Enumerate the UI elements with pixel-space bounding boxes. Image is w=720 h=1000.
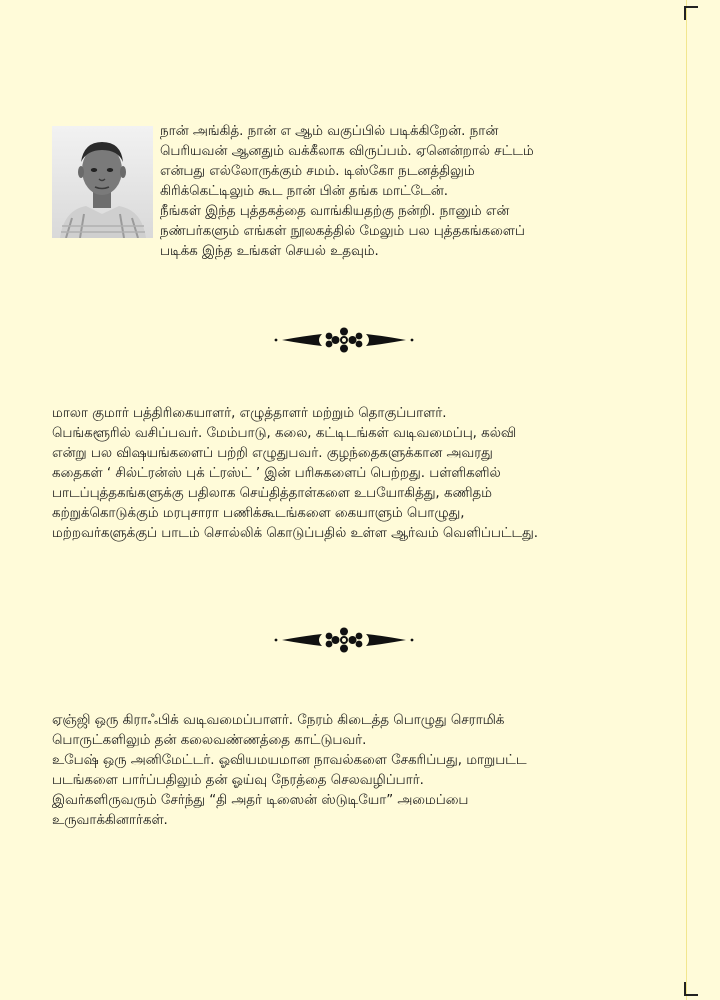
bio-line: என்பது எல்லோருக்கும் சமம். டிஸ்கோ நடனத்திலும் xyxy=(160,164,475,179)
bio-line: ஏஞ்ஜி ஒரு கிராஃபிக் வடிவமைப்பாளர். நேரம் கிடைத்த பொழுது செராமிக் xyxy=(52,713,505,728)
bio-line: உபேஷ் ஒரு அனிமேட்டர். ஓவியமயமான நாவல்களை சேகரிப்பது, மாறுபட்ட xyxy=(52,753,527,768)
portrait-photo-icon xyxy=(52,126,153,238)
bio-line: நான் அங்கித். நான் எ ஆம் வகுப்பில் படிக்கிறேன். நான் xyxy=(160,124,499,139)
author-portrait xyxy=(52,126,153,238)
ornament-divider-icon xyxy=(274,327,414,353)
crop-mark-top-right xyxy=(684,6,698,20)
writer-bio-paragraph xyxy=(52,404,538,544)
bio-line: பெங்களூரில் வசிப்பவர். மேம்பாடு, கலை, கட்டிடங்கள் வடிவமைப்பு, கல்வி xyxy=(52,426,517,441)
bio-line: பாடப்புத்தகங்களுக்கு பதிலாக செய்தித்தாள்களை உபயோகித்து, கணிதம் xyxy=(52,486,492,501)
bio-line: நண்பர்களும் எங்கள் நூலகத்தில் மேலும் பல புத்தகங்களைப் xyxy=(160,224,525,239)
bio-line: உருவாக்கினார்கள். xyxy=(52,813,168,828)
bio-line: பொருட்களிலும் தன் கலைவண்ணத்தை காட்டுபவர். xyxy=(52,733,367,748)
bio-line: படங்களை பார்ப்பதிலும் தன் ஓய்வு நேரத்தை செலவழிப்பார். xyxy=(52,773,424,788)
bio-line: கிரிக்கெட்டிலும் கூட நான் பின் தங்க மாட்டேன். xyxy=(160,184,449,199)
bio-line: இவர்களிருவரும் சேர்ந்து “தி அதர் டிஸைன் ஸ்டுடியோ” அமைப்பை xyxy=(52,793,469,808)
page-edge-line xyxy=(686,0,687,1000)
ornament-divider-icon xyxy=(274,627,414,653)
bio-line: நீங்கள் இந்த புத்தகத்தை வாங்கியதற்கு நன்றி. நானும் என் xyxy=(160,204,510,219)
crop-mark-bottom-right xyxy=(684,982,698,996)
author-bio-paragraph xyxy=(160,122,534,262)
bio-line: கற்றுக்கொடுக்கும் மரபுசாரா பணிக்கூடங்களை கையாளும் பொழுது, xyxy=(52,506,465,521)
bio-line: பெரியவன் ஆனதும் வக்கீலாக விருப்பம். ஏனென்றால் சட்டம் xyxy=(160,144,534,159)
illustrators-bio-paragraph xyxy=(52,711,527,831)
bio-line: என்று பல விஷயங்களைப் பற்றி எழுதுபவர். குழந்தைகளுக்கான அவரது xyxy=(52,446,493,461)
bio-line: மாலா குமார் பத்திரிகையாளர், எழுத்தாளர் மற்றும் தொகுப்பாளர். xyxy=(52,406,447,421)
bio-line: படிக்க இந்த உங்கள் செயல் உதவும். xyxy=(160,244,379,259)
bio-line: கதைகள் ‘ சில்ட்ரன்ஸ் புக் ட்ரஸ்ட் ’ இன் பரிசுகளைப் பெற்றது. பள்ளிகளில் xyxy=(52,466,501,481)
bio-line: மற்றவர்களுக்குப் பாடம் சொல்லிக் கொடுப்பதில் உள்ள ஆர்வம் வெளிப்பட்டது. xyxy=(52,526,539,541)
